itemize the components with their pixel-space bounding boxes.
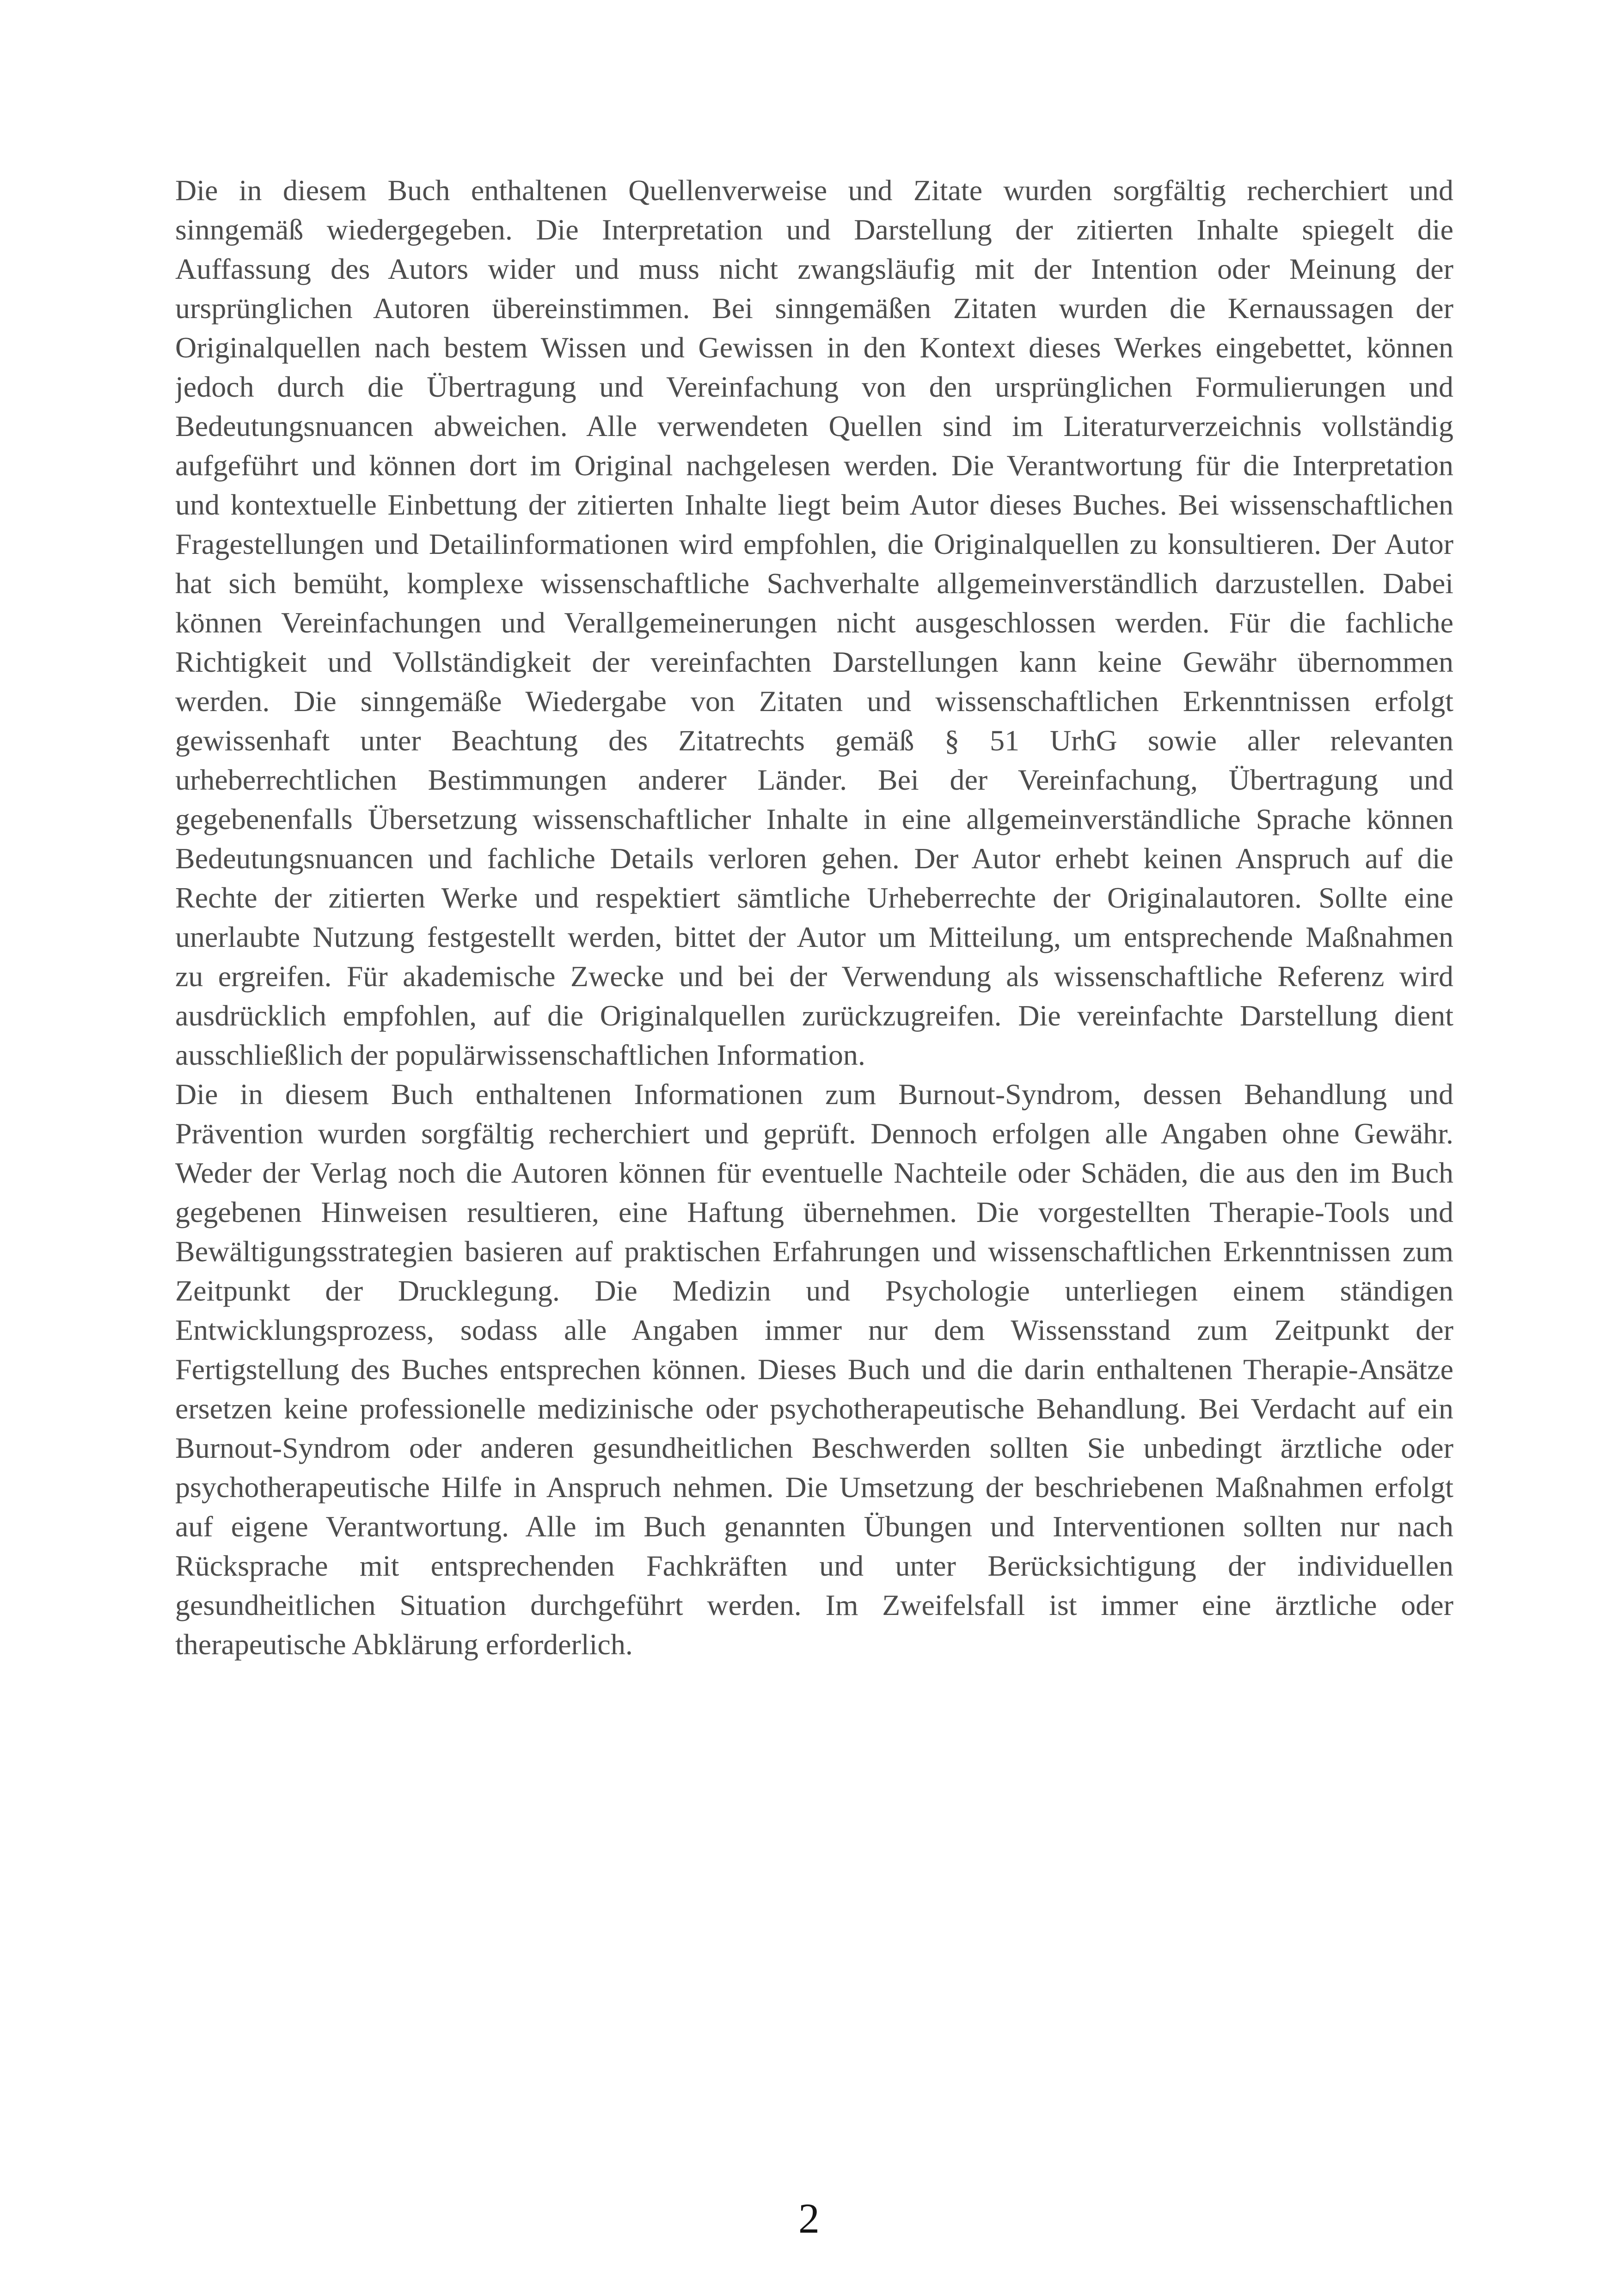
- text-line: Fertigstellung des Buches entsprechen können. Dieses Buch und die darin enthaltenen Therapie-Ansätze: [175, 1353, 1453, 1386]
- text-line: zu ergreifen. Für akademische Zwecke und bei der Verwendung als wissenschaftliche Referenz wird: [175, 960, 1453, 993]
- text-line: Bedeutungsnuancen und fachliche Details verloren gehen. Der Autor erhebt keinen Anspruch auf die: [175, 842, 1453, 875]
- text-line: Weder der Verlag noch die Autoren können für eventuelle Nachteile oder Schäden, die aus den im Buch: [175, 1156, 1453, 1189]
- text-line: können Vereinfachungen und Verallgemeinerungen nicht ausgeschlossen werden. Für die fachliche: [175, 606, 1453, 639]
- text-line: Originalquellen nach bestem Wissen und Gewissen in den Kontext dieses Werkes eingebettet, können: [175, 331, 1453, 364]
- text-line: Burnout-Syndrom oder anderen gesundheitlichen Beschwerden sollten Sie unbedingt ärztliche oder: [175, 1431, 1453, 1464]
- text-line: Fragestellungen und Detailinformationen wird empfohlen, die Originalquellen zu konsultieren. Der Autor: [175, 528, 1453, 560]
- text-line: ersetzen keine professionelle medizinische oder psychotherapeutische Behandlung. Bei Verdacht auf ein: [175, 1392, 1453, 1425]
- text-line: Zeitpunkt der Drucklegung. Die Medizin und Psychologie unterliegen einem ständigen: [175, 1274, 1453, 1307]
- text-line: ausschließlich der populärwissenschaftlichen Information.: [175, 1038, 865, 1071]
- text-line: gegebenenfalls Übersetzung wissenschaftlicher Inhalte in eine allgemeinverständliche Sprache können: [175, 803, 1453, 835]
- text-line: gewissenhaft unter Beachtung des Zitatrechts gemäß § 51 UrhG sowie aller relevanten: [175, 724, 1453, 757]
- text-line: Auffassung des Autors wider und muss nicht zwangsläufig mit der Intention oder Meinung der: [175, 252, 1453, 285]
- body-text: [175, 171, 1453, 1664]
- text-line: Prävention wurden sorgfältig recherchiert und geprüft. Dennoch erfolgen alle Angaben ohne Gewähr.: [175, 1117, 1453, 1150]
- text-line: gesundheitlichen Situation durchgeführt werden. Im Zweifelsfall ist immer eine ärztliche oder: [175, 1589, 1453, 1621]
- disclaimer-paragraph-medical: [175, 1074, 1453, 1664]
- text-line: sinngemäß wiedergegeben. Die Interpretation und Darstellung der zitierten Inhalte spiegelt die: [175, 213, 1453, 246]
- text-line: psychotherapeutische Hilfe in Anspruch nehmen. Die Umsetzung der beschriebenen Maßnahmen erfolgt: [175, 1471, 1453, 1504]
- text-line: Die in diesem Buch enthaltenen Informationen zum Burnout-Syndrom, dessen Behandlung und: [175, 1078, 1453, 1111]
- text-line: Entwicklungsprozess, sodass alle Angaben immer nur dem Wissensstand zum Zeitpunkt der: [175, 1314, 1453, 1346]
- text-line: ursprünglichen Autoren übereinstimmen. Bei sinngemäßen Zitaten wurden die Kernaussagen der: [175, 292, 1453, 325]
- text-line: hat sich bemüht, komplexe wissenschaftliche Sachverhalte allgemeinverständlich darzustellen. Dabei: [175, 567, 1453, 600]
- text-line: unerlaubte Nutzung festgestellt werden, bittet der Autor um Mitteilung, um entsprechende Maßnahmen: [175, 921, 1453, 953]
- text-line: Bedeutungsnuancen abweichen. Alle verwendeten Quellen sind im Literaturverzeichnis vollständig: [175, 410, 1453, 442]
- text-line: auf eigene Verantwortung. Alle im Buch genannten Übungen und Interventionen sollten nur nach: [175, 1510, 1453, 1543]
- page-number: 2: [798, 2195, 820, 2242]
- text-line: Rechte der zitierten Werke und respektiert sämtliche Urheberrechte der Originalautoren. Sollte eine: [175, 881, 1453, 914]
- disclaimer-paragraph-sources: [175, 171, 1453, 1074]
- text-line: jedoch durch die Übertragung und Vereinfachung von den ursprünglichen Formulierungen und: [175, 370, 1453, 403]
- text-line: Rücksprache mit entsprechenden Fachkräften und unter Berücksichtigung der individuellen: [175, 1549, 1453, 1582]
- text-line: ausdrücklich empfohlen, auf die Originalquellen zurückzugreifen. Die vereinfachte Darstellung dient: [175, 999, 1453, 1032]
- text-line: urheberrechtlichen Bestimmungen anderer Länder. Bei der Vereinfachung, Übertragung und: [175, 763, 1453, 796]
- text-line: Richtigkeit und Vollständigkeit der vereinfachten Darstellungen kann keine Gewähr übernommen: [175, 645, 1453, 678]
- text-line: Die in diesem Buch enthaltenen Quellenverweise und Zitate wurden sorgfältig recherchiert und: [175, 174, 1453, 207]
- text-line: werden. Die sinngemäße Wiedergabe von Zitaten und wissenschaftlichen Erkenntnissen erfolgt: [175, 685, 1453, 718]
- text-line: aufgeführt und können dort im Original nachgelesen werden. Die Verantwortung für die Interpretation: [175, 449, 1453, 482]
- text-line: und kontextuelle Einbettung der zitierten Inhalte liegt beim Autor dieses Buches. Bei wissenschaftlichen: [175, 488, 1453, 521]
- text-line: Bewältigungsstrategien basieren auf praktischen Erfahrungen und wissenschaftlichen Erkenntnissen zum: [175, 1235, 1453, 1268]
- text-line: gegebenen Hinweisen resultieren, eine Haftung übernehmen. Die vorgestellten Therapie-Tools und: [175, 1196, 1453, 1228]
- text-line: therapeutische Abklärung erforderlich.: [175, 1628, 633, 1661]
